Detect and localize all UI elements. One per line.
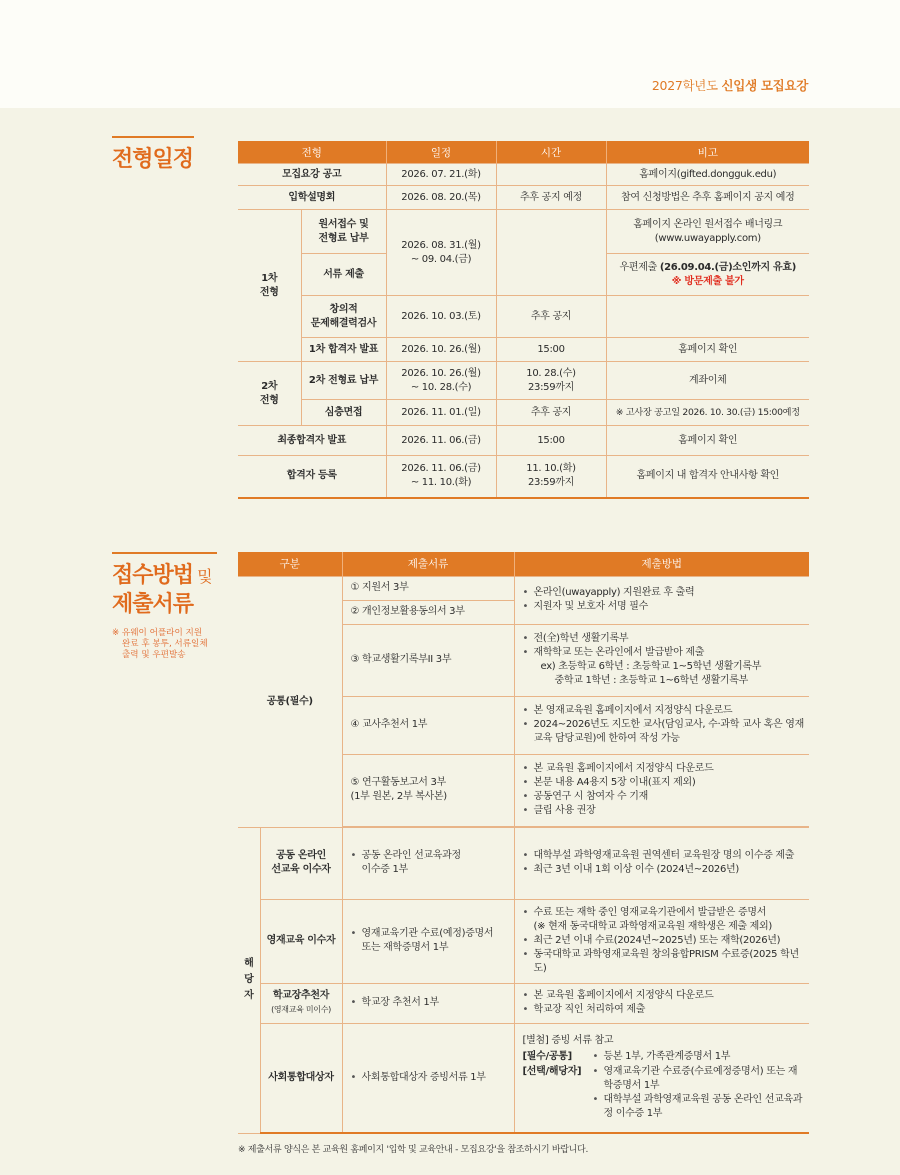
doc-bullet: • 학교장 추천서 1부: [351, 996, 511, 1010]
docs-col-category: 구분: [238, 552, 342, 576]
method-bullet: • 클립 사용 권장: [523, 804, 807, 818]
doc-item: ② 개인정보활용동의서 3부: [342, 600, 514, 624]
method-bullet: • 본문 내용 A4용지 5장 이내(표지 제외): [523, 776, 807, 790]
schedule-note: 홈페이지 확인: [606, 338, 809, 362]
section2-title: [112, 562, 212, 619]
section2-title-c: 제출서류: [112, 592, 194, 617]
schedule-time: [496, 164, 606, 186]
method-bullet: • 최근 3년 이내 1회 이상 이수 (2024년~2026년): [523, 863, 807, 877]
schedule-col-note: 비고: [606, 141, 809, 164]
schedule-time: 15:00: [496, 338, 606, 362]
schedule-note: [606, 296, 809, 338]
schedule-row: [238, 456, 809, 498]
schedule-date: 2026. 10. 03.(토): [386, 296, 496, 338]
submission-note: [112, 628, 232, 661]
schedule-name: 서류 제출: [301, 254, 386, 296]
docs-row: [238, 899, 809, 983]
doc-item: ⑤ 연구활동보고서 3부 (1부 원본, 2부 복사본): [342, 754, 514, 826]
schedule-name: 합격자 등록: [238, 456, 386, 498]
method-bullet: • 대학부설 과학영재교육원 권역센터 교육원장 명의 이수증 제출: [523, 849, 807, 863]
method-bullet: • 최근 2년 이내 수료(2024년~2025년) 또는 재학(2026년): [523, 934, 807, 948]
schedule-table: [238, 141, 809, 499]
method-bullet: • 등본 1부, 가족관계증명서 1부: [593, 1050, 807, 1064]
section2-title-a: 접수방법: [112, 563, 194, 588]
doc-method: [514, 624, 809, 696]
schedule-time: 11. 10.(화) 23:59까지: [496, 456, 606, 498]
doc-method: [514, 754, 809, 826]
schedule-col-date: 일정: [386, 141, 496, 164]
method-bullet: • 본 교육원 홈페이지에서 지정양식 다운로드: [523, 762, 807, 776]
group-label-first: 1차 전형: [238, 210, 301, 362]
schedule-row: [238, 338, 809, 362]
docs-col-method: 제출방법: [514, 552, 809, 576]
applicable-label: 해 당 자: [238, 827, 260, 1133]
header-year: 2027학년도: [651, 78, 722, 93]
method-bullet: • 학교장 직인 처리하여 제출: [523, 1003, 807, 1017]
applicant-type: 사회통합대상자: [260, 1023, 342, 1133]
method-bullet: • 동국대학교 과학영재교육원 창의융합PRISM 수료증(2025 학년도): [523, 948, 807, 976]
note-warning: ※ 방문제출 불가: [671, 275, 744, 287]
method-bullet: • 본 영재교육원 홈페이지에서 지정양식 다운로드: [523, 704, 807, 718]
section2-title-b: 및: [193, 567, 212, 586]
applicant-type: 영재교육 이수자: [260, 899, 342, 983]
method-bullet: • 대학부설 과학영재교육원 공동 온라인 선교육과정 이수증 1부: [593, 1093, 807, 1121]
schedule-row: [238, 186, 809, 210]
schedule-header-row: [238, 141, 809, 164]
applicant-type: [260, 983, 342, 1023]
method-bullet: • 지원자 및 보호자 서명 필수: [523, 600, 807, 614]
schedule-time: 추후 공지: [496, 400, 606, 426]
doc-bullet: • 영재교육기관 수료(예정)증명서 또는 재학증명서 1부: [351, 927, 511, 955]
method-bullet: • 전(全)학년 생활기록부: [523, 632, 807, 646]
schedule-note: 홈페이지 온라인 원서접수 배너링크 (www.uwayapply.com): [606, 210, 809, 254]
group-label-second: 2차 전형: [238, 362, 301, 426]
schedule-note: 홈페이지 확인: [606, 426, 809, 456]
doc-item: [342, 1023, 514, 1133]
page-header: [652, 76, 808, 94]
method-bullet: • 본 교육원 홈페이지에서 지정양식 다운로드: [523, 989, 807, 1003]
doc-method: [514, 696, 809, 754]
doc-bullet: • 사회통합대상자 증빙서류 1부: [351, 1071, 511, 1085]
documents-table: [238, 552, 809, 1134]
docs-row: [238, 983, 809, 1023]
schedule-name: 심층면접: [301, 400, 386, 426]
docs-row: [238, 827, 809, 899]
documents-header-row: [238, 552, 809, 576]
doc-item: [342, 899, 514, 983]
schedule-note: ※ 고사장 공고일 2026. 10. 30.(금) 15:00예정: [606, 400, 809, 426]
schedule-row: [238, 400, 809, 426]
schedule-note: [606, 254, 809, 296]
schedule-time: [496, 210, 606, 296]
method-subline: ex) 초등학교 6학년 : 초등학교 1~5학년 생활기록부: [540, 661, 762, 672]
schedule-date: 2026. 08. 31.(월) ~ 09. 04.(금): [386, 210, 496, 296]
doc-method: [514, 899, 809, 983]
section1-title: 전형일정: [112, 147, 194, 172]
method-bullet: • 재학학교 또는 온라인에서 발급받아 제출: [523, 646, 807, 660]
schedule-date: 2026. 10. 26.(월): [386, 338, 496, 362]
method-bullet: • 영재교육기관 수료증(수료예정증명서) 또는 재학증명서 1부: [593, 1065, 807, 1093]
docs-row: [238, 576, 809, 600]
note-text: 우편제출: [619, 261, 660, 273]
doc-bullet: • 공동 온라인 선교육과정 이수증 1부: [351, 849, 511, 877]
doc-method: [514, 983, 809, 1023]
schedule-name: 1차 합격자 발표: [301, 338, 386, 362]
doc-item: ① 지원서 3부: [342, 576, 514, 600]
note-deadline: (26.09.04.(금)소인까지 유효): [659, 261, 797, 273]
applicant-type-sub: (영재교육 미이수): [271, 1005, 331, 1014]
doc-method: [514, 1023, 809, 1133]
applicant-type-name: 학교장추천자: [272, 990, 330, 1001]
schedule-name: 모집요강 공고: [238, 164, 386, 186]
schedule-date: 2026. 07. 21.(화): [386, 164, 496, 186]
docs-col-documents: 제출서류: [342, 552, 514, 576]
optional-label: [선택/해당자]: [522, 1066, 582, 1078]
note-line: 출력 및 우편발송: [122, 650, 186, 660]
common-label: 공통(필수): [238, 576, 342, 827]
doc-method: [514, 576, 809, 624]
doc-item: ④ 교사추천서 1부: [342, 696, 514, 754]
schedule-date: 2026. 08. 20.(목): [386, 186, 496, 210]
method-bullet: • 수료 또는 재학 중인 영재교육기관에서 발급받은 증명서: [523, 906, 807, 920]
schedule-row: [238, 164, 809, 186]
schedule-col-time: 시간: [496, 141, 606, 164]
section2-bar: [112, 552, 217, 554]
schedule-col-type: 전형: [238, 141, 386, 164]
footnote: ※ 제출서류 양식은 본 교육원 홈페이지 '입학 및 교육안내 - 모집요강'을 참조하시기 바랍니다.: [238, 1145, 589, 1155]
schedule-name: 입학설명회: [238, 186, 386, 210]
schedule-time: 10. 28.(수) 23:59까지: [496, 362, 606, 400]
schedule-date: 2026. 11. 06.(금) ~ 11. 10.(화): [386, 456, 496, 498]
doc-item: [342, 827, 514, 899]
schedule-note: 참여 신청방법은 추후 홈페이지 공지 예정: [606, 186, 809, 210]
required-label: [필수/공통]: [522, 1051, 572, 1063]
schedule-note: 홈페이지 내 합격자 안내사항 확인: [606, 456, 809, 498]
applicant-type: 공동 온라인 선교육 이수자: [260, 827, 342, 899]
schedule-time: 15:00: [496, 426, 606, 456]
section1-bar: [112, 136, 194, 138]
schedule-note: 홈페이지(gifted.dongguk.edu): [606, 164, 809, 186]
doc-item: ③ 학교생활기록부II 3부: [342, 624, 514, 696]
note-line: ※ 유웨이 어플라이 지원: [112, 628, 203, 638]
docs-row: [238, 1023, 809, 1133]
schedule-date: 2026. 11. 01.(일): [386, 400, 496, 426]
method-subline: (※ 현재 동국대학교 과학영재교육원 재학생은 제출 제외): [533, 921, 772, 932]
schedule-row: [238, 210, 809, 254]
schedule-row: [238, 426, 809, 456]
schedule-name: 2차 전형료 납부: [301, 362, 386, 400]
schedule-name: 최종합격자 발표: [238, 426, 386, 456]
method-bullet: • 공동연구 시 참여자 수 기재: [523, 790, 807, 804]
schedule-note: 계좌이체: [606, 362, 809, 400]
schedule-name: 창의적 문제해결력검사: [301, 296, 386, 338]
header-title: 신입생 모집요강: [721, 78, 808, 93]
method-subline: 중학교 1학년 : 초등학교 1~6학년 생활기록부: [554, 675, 749, 686]
schedule-date: 2026. 10. 26.(월) ~ 10. 28.(수): [386, 362, 496, 400]
schedule-row: [238, 296, 809, 338]
schedule-row: [238, 362, 809, 400]
schedule-time: 추후 공지 예정: [496, 186, 606, 210]
method-reference: [별첨] 증빙 서류 참고: [522, 1035, 614, 1047]
method-bullet: • 온라인(uwayapply) 지원완료 후 출력: [523, 586, 807, 600]
schedule-time: 추후 공지: [496, 296, 606, 338]
note-line: 완료 후 봉투, 서류일체: [122, 639, 208, 649]
method-bullet: • 2024~2026년도 지도한 교사(담임교사, 수·과학 교사 혹은 영재교육 담당교원)에 한하여 작성 가능: [523, 718, 807, 746]
schedule-date: 2026. 11. 06.(금): [386, 426, 496, 456]
doc-method: [514, 827, 809, 899]
method-grid: [523, 1050, 807, 1121]
doc-item: [342, 983, 514, 1023]
schedule-name: 원서접수 및 전형료 납부: [301, 210, 386, 254]
